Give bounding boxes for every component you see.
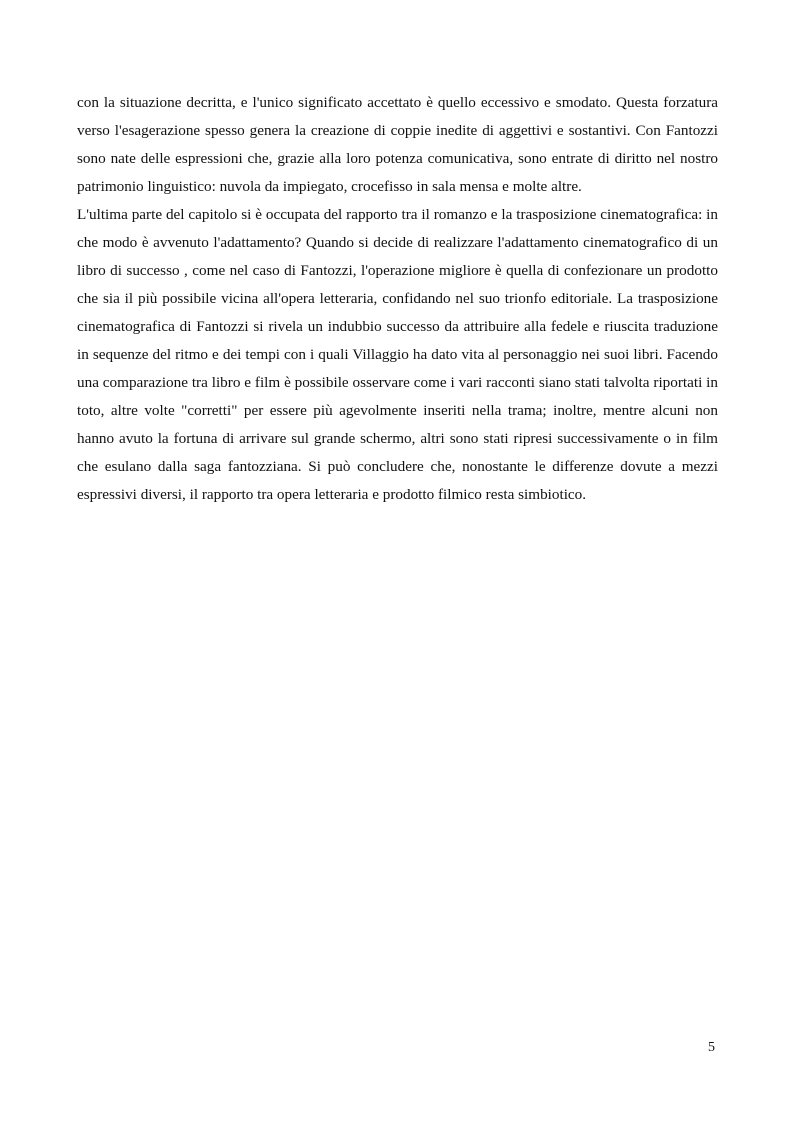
page-number: 5 bbox=[708, 1040, 715, 1055]
paragraph-2: L'ultima parte del capitolo si è occupata del rapporto tra il romanzo e la trasposizione cinematografica: in che modo è avvenuto l'adattamento? Quando si decide di realizzare l'adattamento cinematografico di un libro di successo , come nel caso di Fantozzi, l'operazione migliore è quella di confezionare un prodotto che sia il più possibile vicina all'opera letteraria, confidando nel suo trionfo editoriale. La trasposizione cinematografica di Fantozzi si rivela un indubbio successo da attribuire alla fedele e riuscita traduzione in sequenze del ritmo e dei tempi con i quali Villaggio ha dato vita al personaggio nei suoi libri. Facendo una comparazione tra libro e film è possibile osservare come i vari racconti siano stati talvolta riportati in toto, altre volte "corretti" per essere più agevolmente inseriti nella trama; inoltre, mentre alcuni non hanno avuto la fortuna di arrivare sul grande schermo, altri sono stati ripresi successivamente o in film che esulano dalla saga fantozziana. Si può concludere che, nonostante le differenze dovute a mezzi espressivi diversi, il rapporto tra opera letteraria e prodotto filmico resta simbiotico. bbox=[77, 206, 718, 503]
paragraph-1: con la situazione decritta, e l'unico significato accettato è quello eccessivo e smodato. Questa forzatura verso l'esagerazione spesso genera la creazione di coppie inedite di aggettivi e sostantivi. Con Fantozzi sono nate delle espressioni che, grazie alla loro potenza comunicativa, sono entrate di diritto nel nostro patrimonio linguistico: nuvola da impiegato, crocefisso in sala mensa e molte altre. bbox=[77, 94, 718, 195]
body-text bbox=[77, 89, 718, 509]
